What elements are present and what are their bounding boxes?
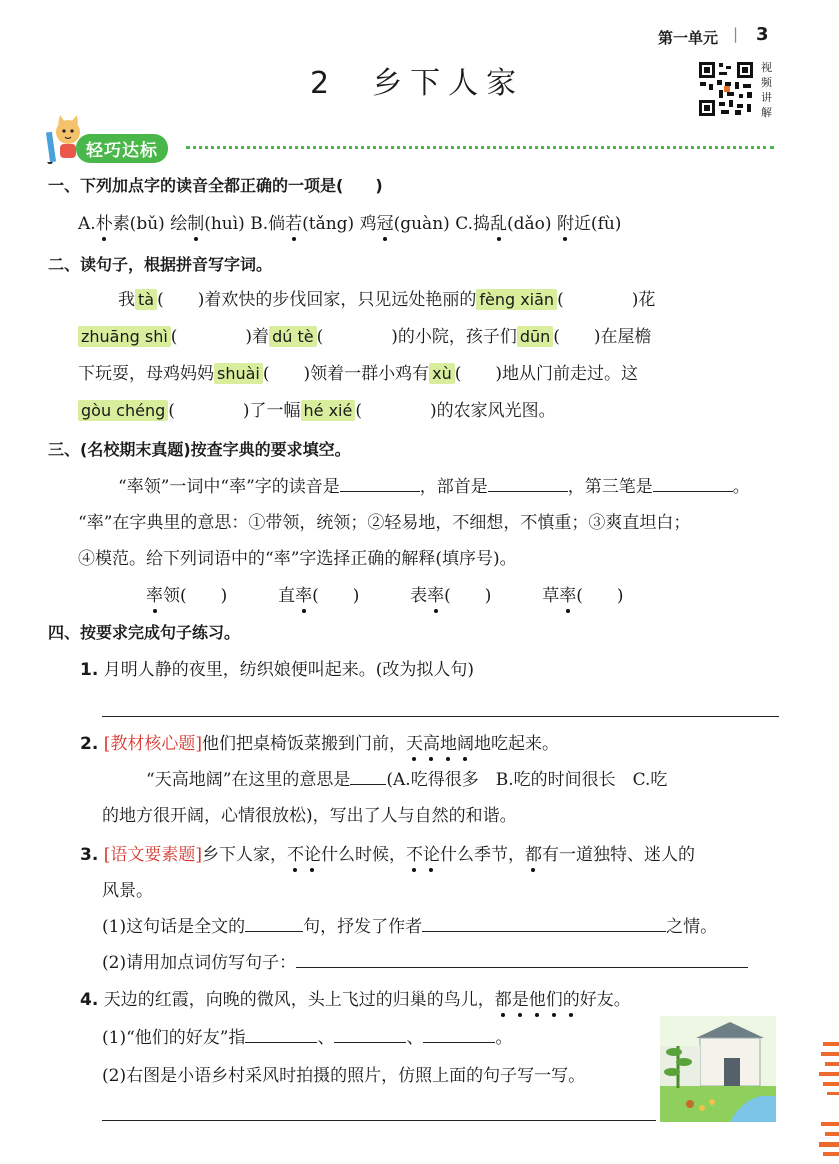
q3-line-1: “率领”一词中“率”字的读音是 ，部首是 ，第三笔是 。 [118, 477, 750, 497]
q3-words: 率领( ) 直率( ) 表率( ) 草率( ) [146, 586, 624, 606]
pinyin-box: gòu chéng [78, 400, 168, 421]
q4-s3-q1: (1)这句话是全文的 句，抒发了作者 之情。 [102, 917, 718, 937]
answer-blank[interactable] [245, 1026, 317, 1043]
unit-label: 第一单元 [658, 29, 719, 47]
pinyin-box: fèng xiān [476, 289, 557, 310]
pinyin-box: xù [429, 363, 455, 384]
q4-title: 四、按要求完成句子练习。 [48, 623, 241, 642]
q4-s3-q2: (2)请用加点词仿写句子： [102, 951, 748, 975]
answer-blank[interactable] [350, 768, 386, 785]
dotted-char: 们 [545, 990, 563, 1010]
dotted-char: 都 [494, 990, 512, 1010]
dotted-char: 天 [405, 734, 423, 754]
answer-blank[interactable] [334, 1026, 406, 1043]
q4-s2: 2. [教材核心题]他们把桌椅饭菜搬到门前，天高地阔地吃起来。 [80, 734, 559, 754]
dotted-char: 冠 [376, 214, 394, 234]
q4-s4: 4. 天边的红霞，向晚的微风，头上飞过的归巢的鸟儿，都是他们的好友。 [80, 990, 631, 1010]
q4-s3: 3. [语文要素题]乡下人家，不论什么时候，不论什么季节，都有一道独特、迷人的 [80, 845, 695, 865]
dotted-char: 附 [556, 214, 574, 234]
q4-s4-q1: (1)“他们的好友”指 、 、 。 [102, 1028, 513, 1048]
dotted-char: 若 [285, 214, 303, 234]
exercise-tag: [教材核心题] [103, 734, 202, 754]
q4-s1: 1. 月明人静的夜里，纺织娘便叫起来。(改为拟人句) [80, 660, 474, 680]
dotted-char: 制 [187, 214, 205, 234]
answer-blank[interactable] [488, 475, 568, 492]
q2-line-4: gòu chéng ( )了一幅 hé xié ( )的农家风光图。 [78, 399, 556, 423]
page-edge-marks [819, 1030, 839, 1160]
dotted-char: 率 [559, 586, 577, 606]
answer-blank[interactable] [423, 1026, 495, 1043]
q3-line-2: “率”在字典里的意思：①带领，统领；②轻易地，不细想，不慎重；③爽直坦白； [78, 513, 691, 533]
dotted-char: 的 [562, 990, 580, 1010]
qr-caption: 视 频 讲 解 [761, 61, 772, 119]
dotted-char: 率 [295, 586, 313, 606]
dotted-char: 乱 [490, 214, 507, 234]
q2-line-2: zhuāng shì ( )着 dú tè ( )的小院，孩子们 dūn ( )在屋檐 [78, 325, 652, 349]
dotted-char: 地 [439, 734, 457, 754]
dotted-char: 率 [146, 586, 163, 606]
pinyin-box: dú tè [269, 326, 317, 347]
pinyin-box: shuài [214, 363, 263, 384]
q4-s2-line-3: 的地方很开阔，心情很放松)，写出了人与自然的和谐。 [102, 806, 517, 826]
dotted-char: 阔 [456, 734, 474, 754]
q2-line-1: 我 tà ( )着欢快的步伐回家，只见远处艳丽的 fèng xiān ( )花 [118, 290, 656, 310]
pinyin-box: dūn [517, 326, 553, 347]
answer-blank[interactable] [340, 475, 420, 492]
answer-line[interactable] [102, 716, 779, 717]
page-number: 3 [756, 24, 769, 45]
village-illustration [660, 1016, 776, 1122]
q4-s3-line-2: 风景。 [102, 881, 153, 901]
dotted-char: 朴 [95, 214, 113, 234]
dotted-char: 论 [422, 845, 440, 865]
answer-blank[interactable] [296, 951, 748, 968]
q2-title: 二、读句子，根据拼音写字词。 [48, 255, 273, 274]
pinyin-box: zhuāng shì [78, 326, 171, 347]
q3-title: 三、(名校期末真题)按查字典的要求填空。 [48, 440, 351, 459]
section-badge: 轻巧达标 [76, 134, 168, 163]
q2-line-3: 下玩耍，母鸡妈妈 shuài ( )领着一群小鸡有 xù ( )地从门前走过。这 [78, 364, 639, 384]
pinyin-box: hé xié [301, 400, 356, 421]
answer-blank[interactable] [422, 915, 666, 932]
q3-line-3: ④模范。给下列词语中的“率”字选择正确的解释(填序号)。 [78, 549, 517, 569]
dotted-char: 都 [524, 845, 542, 865]
qr-code-icon [697, 60, 755, 118]
dotted-char: 是 [511, 990, 529, 1010]
answer-blank[interactable] [653, 475, 733, 492]
q1-title: 一、下列加点字的读音全都正确的一项是( ) [48, 176, 383, 195]
dotted-char: 高 [422, 734, 440, 754]
lesson-title: 2 乡下人家 [310, 66, 525, 101]
dotted-char: 率 [427, 586, 445, 606]
answer-line[interactable] [102, 1120, 656, 1121]
qr-code[interactable] [697, 60, 755, 118]
dotted-divider [186, 146, 774, 149]
dotted-char: 不 [405, 845, 423, 865]
q4-s4-q2: (2)右图是小语乡村采风时拍摄的照片，仿照上面的句子写一写。 [102, 1066, 586, 1086]
header-separator: | [733, 25, 739, 43]
dotted-char: 不 [286, 845, 304, 865]
q1-options: A.朴素(bǔ) 绘制(huì) B.倘若(tǎng) 鸡冠(guàn) C.捣乱(dǎo) 附近(fù) [78, 214, 622, 234]
exercise-tag: [语文要素题] [103, 845, 202, 865]
q4-s2-line-2: “天高地阔”在这里的意思是 (A.吃得很多 B.吃的时间很长 C.吃 [146, 770, 668, 790]
answer-blank[interactable] [245, 915, 303, 932]
dotted-char: 他 [528, 990, 546, 1010]
pinyin-box: tà [135, 289, 157, 310]
dotted-char: 论 [303, 845, 321, 865]
